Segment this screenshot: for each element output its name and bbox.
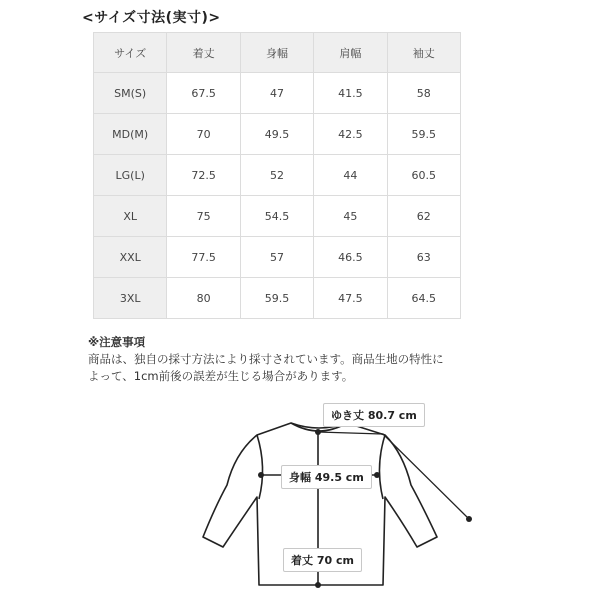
- header-cell: 着丈: [167, 33, 240, 73]
- header-cell: サイズ: [94, 33, 167, 73]
- notes-line: 商品は、独自の採寸方法により採寸されています。商品生地の特性に: [88, 352, 444, 366]
- value-cell: 60.5: [387, 155, 460, 196]
- chest-width-label: 身幅 49.5 cm: [281, 465, 372, 489]
- size-cell: MD(M): [94, 114, 167, 155]
- notes: [88, 334, 444, 385]
- value-cell: 58: [387, 73, 460, 114]
- table-row: [94, 278, 461, 319]
- sleeve-length-label: ゆき丈 80.7 cm: [323, 403, 425, 427]
- value-cell: 59.5: [387, 114, 460, 155]
- value-cell: 77.5: [167, 237, 240, 278]
- table-row: [94, 237, 461, 278]
- body-length-label: 着丈 70 cm: [283, 548, 362, 572]
- table-row: [94, 73, 461, 114]
- value-cell: 45: [314, 196, 387, 237]
- header-cell: 袖丈: [387, 33, 460, 73]
- value-cell: 42.5: [314, 114, 387, 155]
- size-cell: XL: [94, 196, 167, 237]
- table-row: [94, 196, 461, 237]
- value-cell: 54.5: [240, 196, 313, 237]
- notes-line: よって、1cm前後の誤差が生じる場合があります。: [88, 369, 354, 383]
- value-cell: 46.5: [314, 237, 387, 278]
- notes-heading: ※注意事項: [88, 335, 146, 349]
- value-cell: 49.5: [240, 114, 313, 155]
- value-cell: 64.5: [387, 278, 460, 319]
- value-cell: 62: [387, 196, 460, 237]
- size-cell: XXL: [94, 237, 167, 278]
- value-cell: 52: [240, 155, 313, 196]
- size-table: [93, 32, 461, 319]
- value-cell: 47.5: [314, 278, 387, 319]
- measurement-diagram: [185, 395, 485, 595]
- header-cell: 身幅: [240, 33, 313, 73]
- table-row: [94, 155, 461, 196]
- section-title: <サイズ寸法(実寸)>: [82, 10, 221, 26]
- table-row: [94, 114, 461, 155]
- value-cell: 44: [314, 155, 387, 196]
- value-cell: 72.5: [167, 155, 240, 196]
- value-cell: 41.5: [314, 73, 387, 114]
- value-cell: 80: [167, 278, 240, 319]
- value-cell: 63: [387, 237, 460, 278]
- value-cell: 57: [240, 237, 313, 278]
- size-cell: SM(S): [94, 73, 167, 114]
- size-cell: 3XL: [94, 278, 167, 319]
- value-cell: 70: [167, 114, 240, 155]
- table-header-row: [94, 33, 461, 73]
- header-cell: 肩幅: [314, 33, 387, 73]
- value-cell: 47: [240, 73, 313, 114]
- value-cell: 67.5: [167, 73, 240, 114]
- value-cell: 59.5: [240, 278, 313, 319]
- size-cell: LG(L): [94, 155, 167, 196]
- value-cell: 75: [167, 196, 240, 237]
